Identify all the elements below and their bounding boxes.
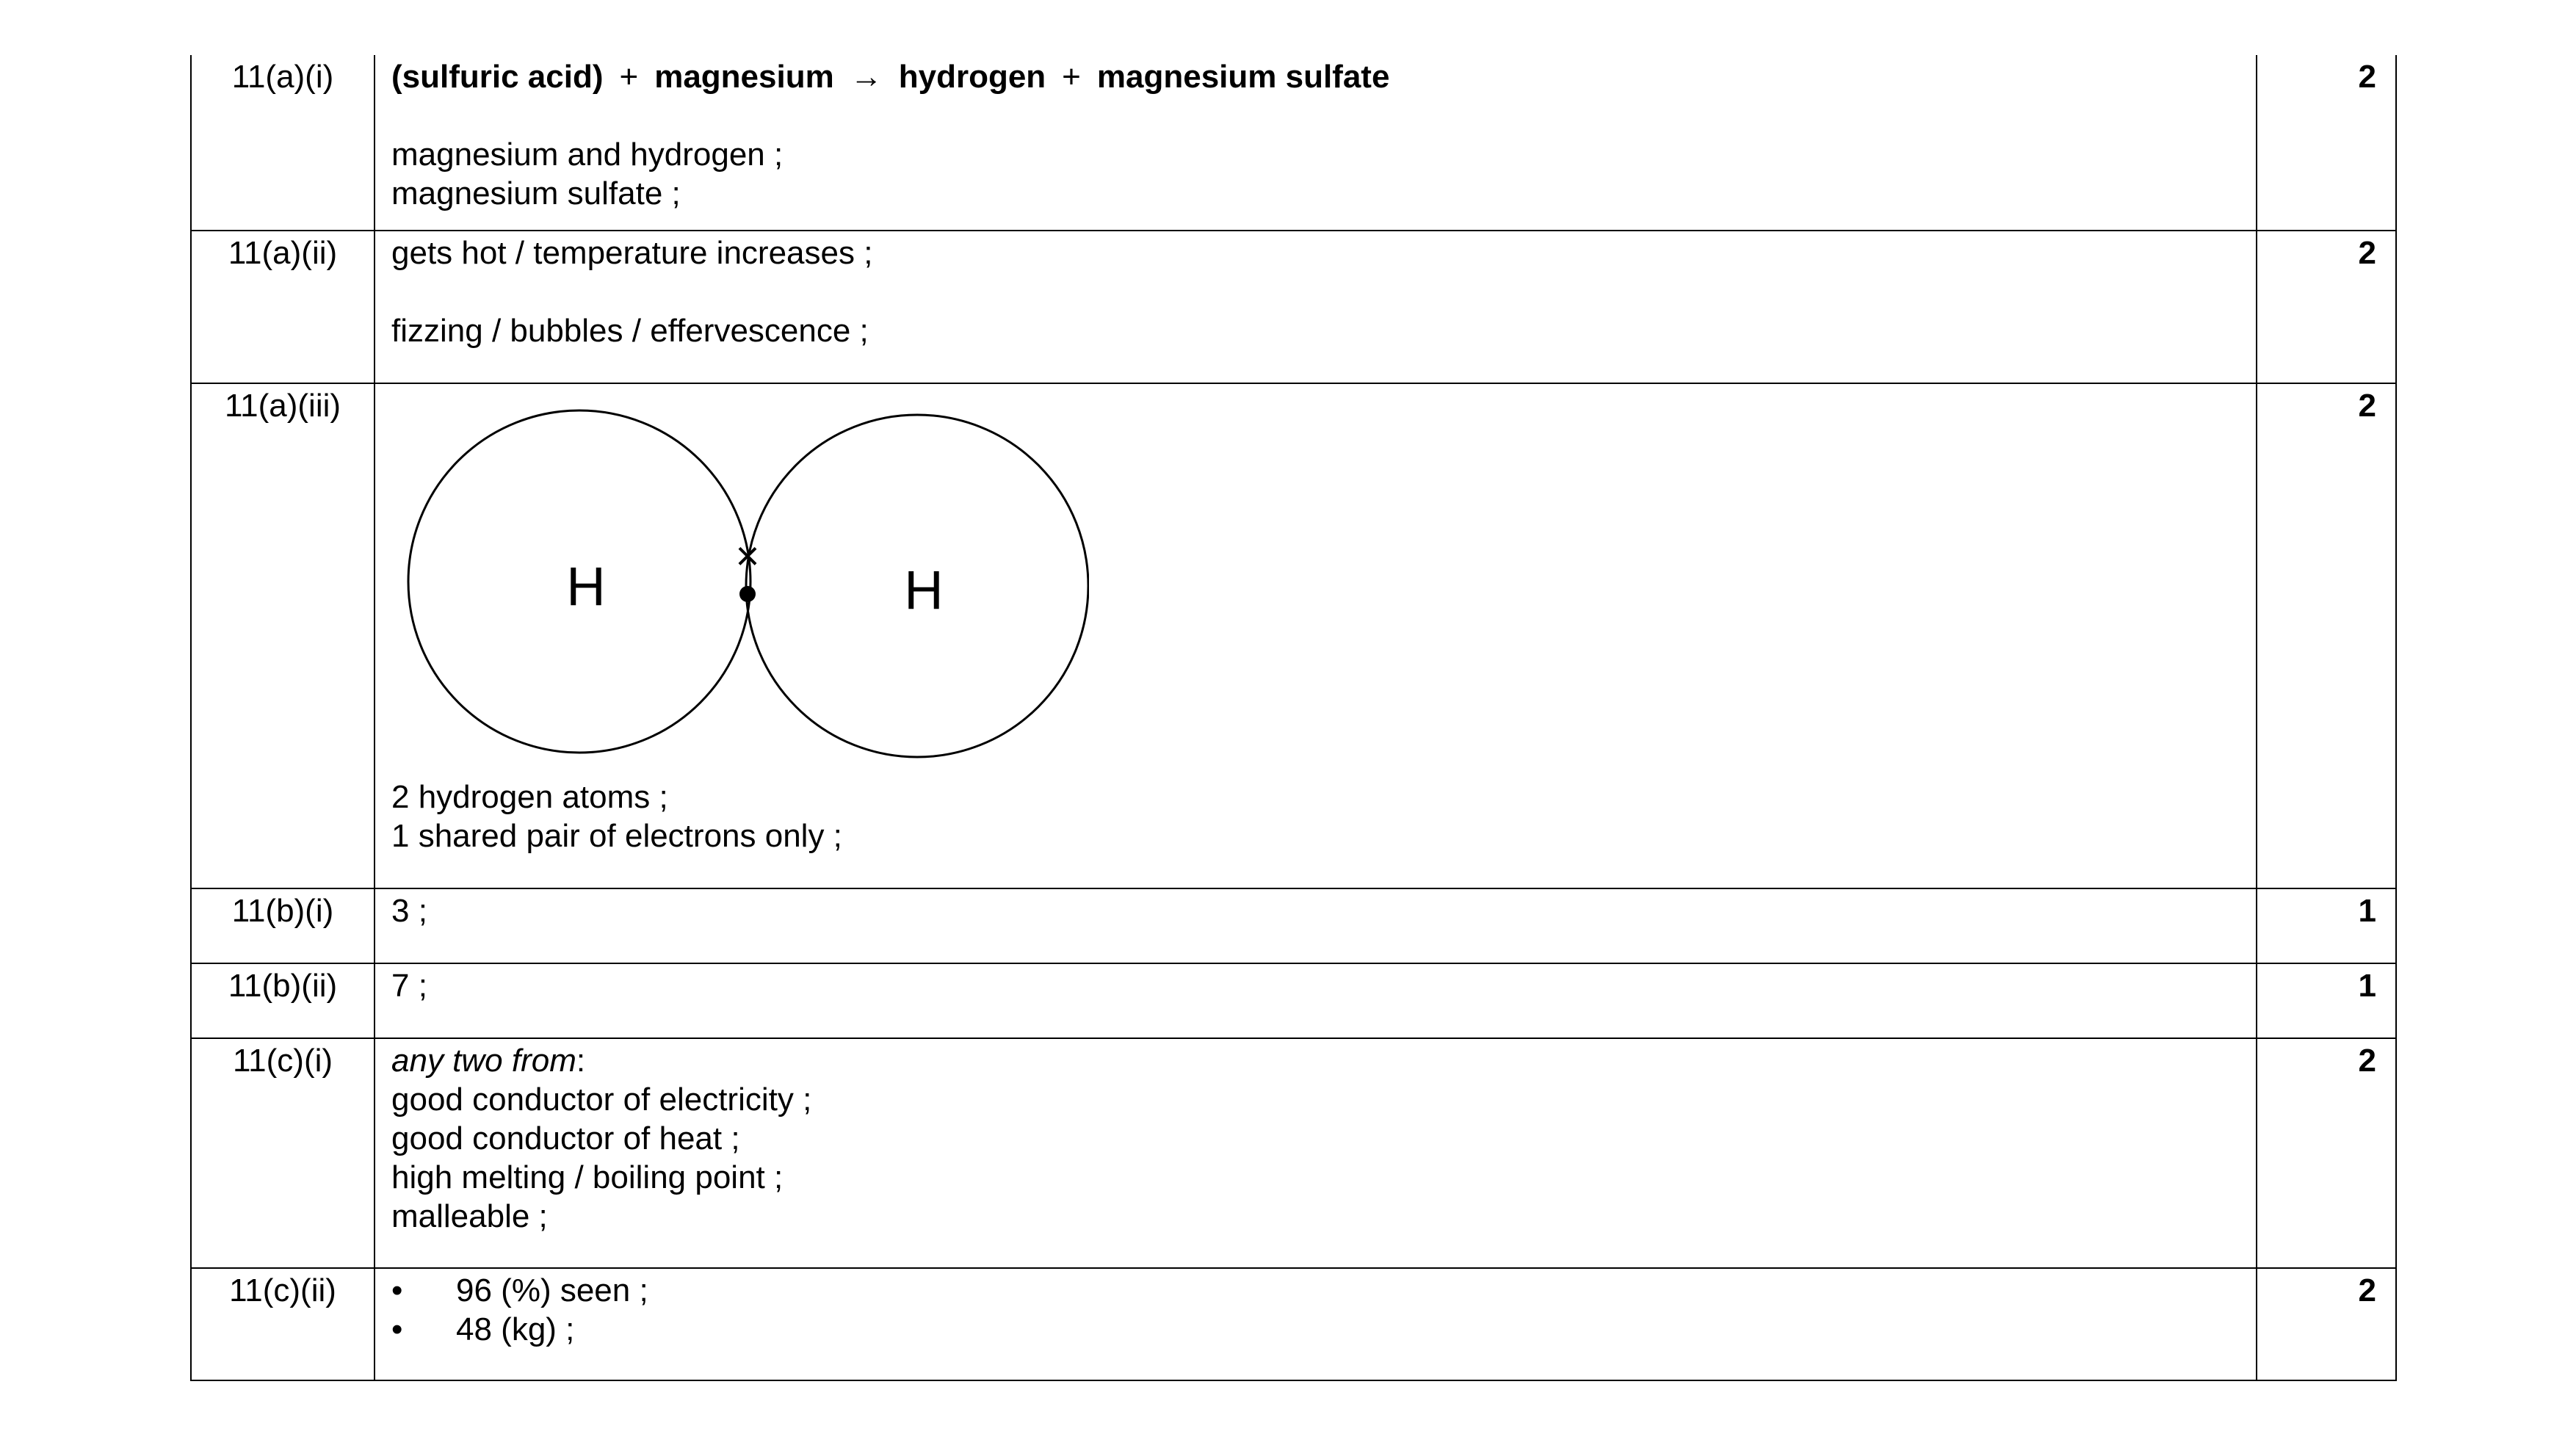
mark-scheme-sheet <box>190 55 2397 1381</box>
answer-line: 1 shared pair of electrons only ; <box>391 818 842 854</box>
answer-line: 3 ; <box>391 893 427 929</box>
intro-colon: : <box>576 1043 586 1079</box>
mark-value: 2 <box>2257 1038 2396 1268</box>
mark-value: 1 <box>2257 888 2396 963</box>
equation-product-magnesium-sulfate: magnesium sulfate <box>1096 59 1390 95</box>
table-row <box>191 55 2396 231</box>
equation-arrow: → <box>850 59 883 95</box>
answer-line: fizzing / bubbles / effervescence ; <box>391 313 869 349</box>
answer-line: 2 hydrogen atoms ; <box>391 779 668 815</box>
electron-dot <box>739 586 756 602</box>
mark-value: 2 <box>2257 1268 2396 1380</box>
table-row <box>191 963 2396 1038</box>
electron-cross: × <box>735 532 760 579</box>
table-row <box>191 1038 2396 1268</box>
any-two-from-label: any two from <box>391 1043 576 1079</box>
answer-cell <box>375 963 2257 1038</box>
answer-line: good conductor of electricity ; <box>391 1082 812 1118</box>
bullet-item <box>391 1271 2241 1310</box>
answer-line: high melting / boiling point ; <box>391 1159 784 1195</box>
answer-line: magnesium and hydrogen ; <box>391 137 784 173</box>
mark-value: 2 <box>2257 383 2396 888</box>
question-number: 11(a)(i) <box>191 55 375 231</box>
answer-line: 96 (%) seen ; <box>456 1272 648 1308</box>
answer-cell <box>375 383 2257 888</box>
answer-line: 48 (kg) ; <box>456 1311 575 1347</box>
mark-value: 2 <box>2257 231 2396 383</box>
answer-cell <box>375 231 2257 383</box>
equation-plus-sign: + <box>1062 59 1081 95</box>
answer-line: gets hot / temperature increases ; <box>391 235 873 271</box>
answer-cell <box>375 1038 2257 1268</box>
answer-intro <box>391 1041 2241 1080</box>
answer-cell <box>375 888 2257 963</box>
atom-label-right: H <box>904 560 944 620</box>
answer-line: 7 ; <box>391 968 427 1004</box>
answer-cell <box>375 1268 2257 1380</box>
question-number: 11(b)(i) <box>191 888 375 963</box>
bullet-item <box>391 1310 2241 1349</box>
table-row <box>191 383 2396 888</box>
bullet-icon: • <box>391 1311 403 1347</box>
mark-value: 1 <box>2257 963 2396 1038</box>
atom-label-left: H <box>566 556 606 617</box>
bullet-icon: • <box>391 1272 403 1308</box>
mark-value: 2 <box>2257 55 2396 231</box>
question-number: 11(c)(ii) <box>191 1268 375 1380</box>
table-row <box>191 1268 2396 1380</box>
answer-line: good conductor of heat ; <box>391 1120 740 1156</box>
word-equation <box>391 57 2241 96</box>
answer-line: malleable ; <box>391 1198 548 1234</box>
table-row <box>191 231 2396 383</box>
question-number: 11(c)(i) <box>191 1038 375 1268</box>
mark-scheme-table <box>190 55 2397 1381</box>
question-number: 11(b)(ii) <box>191 963 375 1038</box>
equation-reactant-sulfuric-acid: (sulfuric acid) <box>391 59 604 95</box>
question-number: 11(a)(ii) <box>191 231 375 383</box>
table-row <box>191 888 2396 963</box>
answer-line: magnesium sulfate ; <box>391 175 681 211</box>
dot-and-cross-diagram <box>391 403 1089 763</box>
equation-plus-sign: + <box>619 59 639 95</box>
answer-cell <box>375 55 2257 231</box>
equation-reactant-magnesium: magnesium <box>654 59 834 95</box>
question-number: 11(a)(iii) <box>191 383 375 888</box>
equation-product-hydrogen: hydrogen <box>898 59 1046 95</box>
